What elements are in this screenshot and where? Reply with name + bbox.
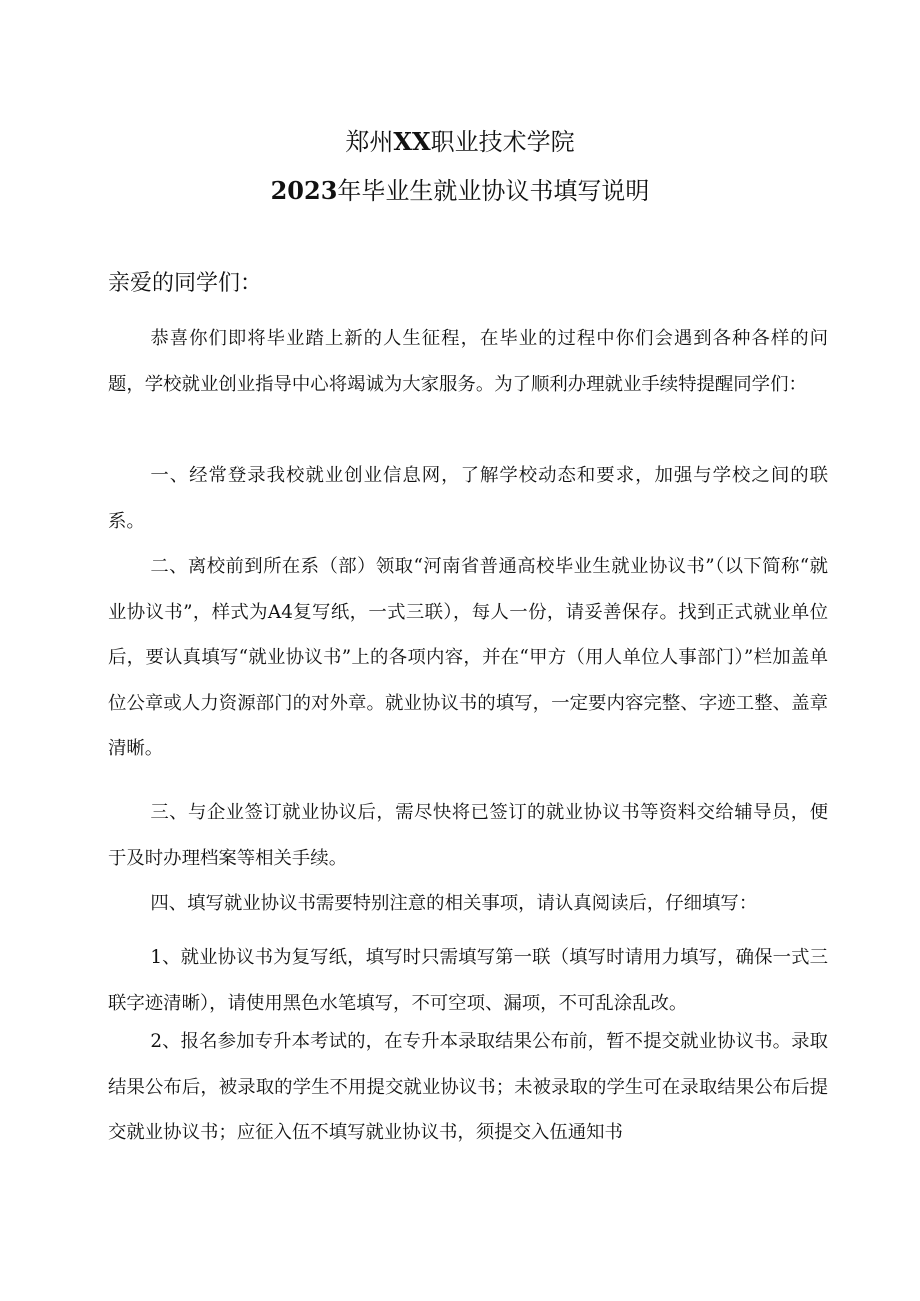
greeting: 亲爱的同学们：	[108, 271, 263, 296]
paragraph-note-2: 2、报名参加专升本考试的，在专升本录取结果公布前，暂不提交就业协议书。录取结果公布后，被录取的学生不用提交就业协议书；未被录取的学生可在录取结果公布后提交就业协议书；应征入伍不填写就业协议书，须提交入伍通知书	[108, 1031, 828, 1143]
paragraph-item-1: 一、经常登录我校就业创业信息网，了解学校动态和要求，加强与学校之间的联系。	[108, 465, 828, 532]
paragraph-item-4: 四、填写就业协议书需要特别注意的相关事项，请认真阅读后，仔细填写：	[150, 893, 758, 914]
school-title-suffix: 职业技术学院	[430, 128, 575, 156]
paragraph-item-2: 二、离校前到所在系（部）领取“河南省普通高校毕业生就业协议书”（以下简称“就业协议书”，样式为A4复写纸，一式三联），每人一份，请妥善保存。找到正式就业单位后，要认真填写“就业协议书”上的各项内容，并在“甲方（用人单位人事部门）”栏加盖单位公章或人力资源部门的对外章。就业协议书的填写，一定要内容完整、字迹工整、盖章清晰。	[108, 556, 828, 759]
paragraph-item-3: 三、与企业签订就业协议后，需尽快将已签订的就业协议书等资料交给辅导员，便于及时办理档案等相关手续。	[108, 802, 828, 869]
document-title-year: 2023	[270, 176, 338, 205]
document-title-text: 年毕业生就业协议书填写说明	[337, 177, 650, 205]
intro-paragraph: 恭喜你们即将毕业踏上新的人生征程，在毕业的过程中你们会遇到各种各样的问题，学校就业创业指导中心将竭诚为大家服务。为了顺利办理就业手续特提醒同学们：	[108, 328, 828, 395]
school-title-placeholder: XX	[393, 127, 431, 156]
document-title	[0, 176, 920, 206]
paragraph-note-1: 1、就业协议书为复写纸，填写时只需填写第一联（填写时请用力填写，确保一式三联字迹清晰），请使用黑色水笔填写，不可空项、漏项，不可乱涂乱改。	[108, 947, 828, 1014]
school-title-prefix: 郑州	[345, 128, 394, 156]
school-title	[0, 127, 920, 157]
